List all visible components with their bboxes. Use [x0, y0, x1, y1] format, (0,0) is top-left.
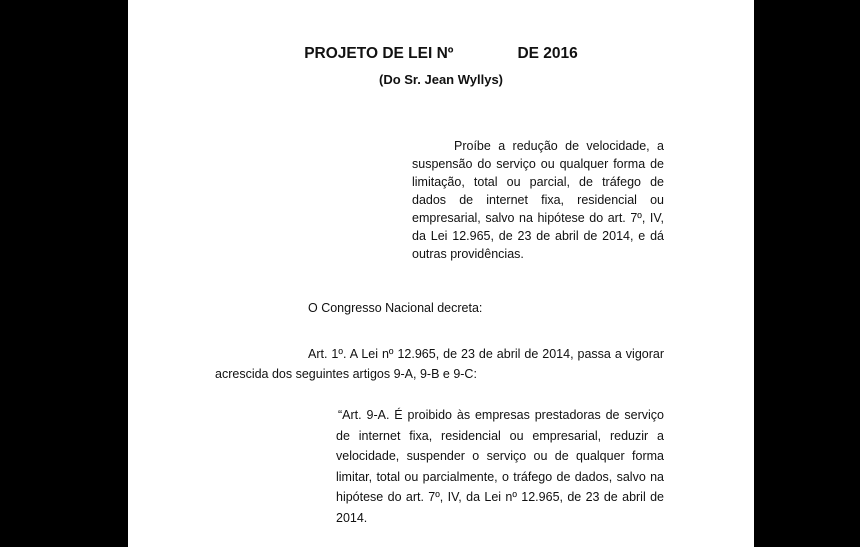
enacting-clause: O Congresso Nacional decreta: — [308, 301, 483, 315]
bill-title-left: PROJETO DE LEI Nº — [304, 45, 454, 62]
bill-summary: Proíbe a redução de velocidade, a suspensão do serviço ou qualquer forma de limitação, total ou parcial, de tráfego de dados de internet fixa, residencial ou empresarial, salvo na hipótese do art. 7º, IV, da Lei 12.965, de 23 de abril de 2014, e dá outras providências. — [412, 139, 664, 261]
bill-author: (Do Sr. Jean Wyllys) — [378, 72, 504, 87]
document-page — [128, 0, 754, 547]
article-1: Art. 1º. A Lei nº 12.965, de 23 de abril de 2014, passa a vigorar acrescida dos seguintes artigos 9-A, 9-B e 9-C: — [215, 347, 664, 381]
bill-title — [128, 44, 754, 64]
article-9a: “Art. 9-A. É proibido às empresas prestadoras de serviço de internet fixa, residencial ou empresarial, reduzir a velocidade, suspender o serviço ou de qualquer forma limitar, total ou parcialmente, o tráfego de dados, salvo na hipótese do art. 7º, IV, da Lei nº 12.965, de 23 de abril de 2014. — [336, 408, 664, 525]
bill-title-year: DE 2016 — [517, 45, 578, 62]
